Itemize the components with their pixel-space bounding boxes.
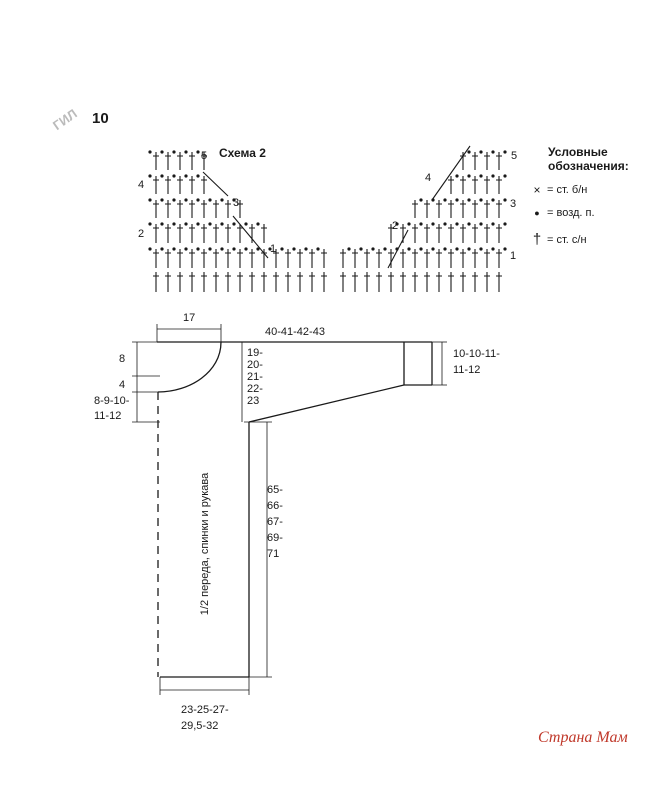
length-1: 65- (267, 484, 283, 496)
label-top-width: 40-41-42-43 (265, 326, 325, 338)
chart-title: Схема 2 (219, 146, 266, 160)
shoulder-1: 19- (247, 347, 263, 359)
dagger-icon: † (532, 231, 542, 248)
shoulder-labels (247, 347, 263, 407)
right-row-5: 5 (511, 150, 518, 162)
label-8: 8 (119, 353, 126, 365)
length-4: 69- (267, 532, 283, 544)
left-row-3: 3 (233, 197, 240, 209)
part-label: 1/2 переда, спинки и рукава (199, 472, 211, 616)
length-labels (267, 482, 283, 562)
right-row-2: 2 (392, 220, 399, 232)
label-sleeve-1: 10-10-11- (453, 348, 500, 360)
legend-text-ch: = возд. п. (547, 207, 595, 219)
shoulder-4: 22- (247, 383, 263, 395)
dot-icon: ● (534, 208, 540, 218)
length-5: 71 (267, 548, 280, 560)
shoulder-5: 23 (247, 395, 260, 407)
length-3: 67- (267, 516, 283, 528)
legend-title-1: Условные (548, 145, 608, 159)
cross-icon: × (533, 183, 541, 197)
label-neck-2: 11-12 (94, 410, 122, 422)
legend-title-2: обозначения: (548, 159, 629, 173)
right-row-1: 1 (510, 250, 517, 262)
site-watermark: Страна Мам (538, 729, 628, 746)
neckline-curve (158, 342, 221, 392)
label-4: 4 (119, 379, 126, 391)
length-2: 66- (267, 500, 283, 512)
left-row-5: 5 (201, 150, 208, 162)
right-row-3: 3 (510, 198, 517, 210)
label-bottom-2: 29,5-32 (181, 720, 219, 732)
right-row-4: 4 (425, 172, 432, 184)
legend-text-sc: = ст. б/н (547, 184, 588, 196)
label-sleeve-2: 11-12 (453, 364, 481, 376)
shoulder-2: 20- (247, 359, 263, 371)
label-bottom-1: 23-25-27- (181, 704, 229, 716)
left-row-1: 1 (270, 243, 277, 255)
shoulder-3: 21- (247, 371, 263, 383)
left-row-4: 4 (138, 179, 145, 191)
corner-watermark: ГИЛ (50, 105, 80, 134)
sleeve-underside (249, 385, 404, 422)
legend-text-dc: = ст. с/н (547, 233, 587, 246)
label-17: 17 (183, 312, 196, 324)
figure-number: 10 (92, 110, 109, 127)
left-row-2: 2 (138, 228, 145, 240)
label-neck-1: 8-9-10- (94, 395, 130, 407)
